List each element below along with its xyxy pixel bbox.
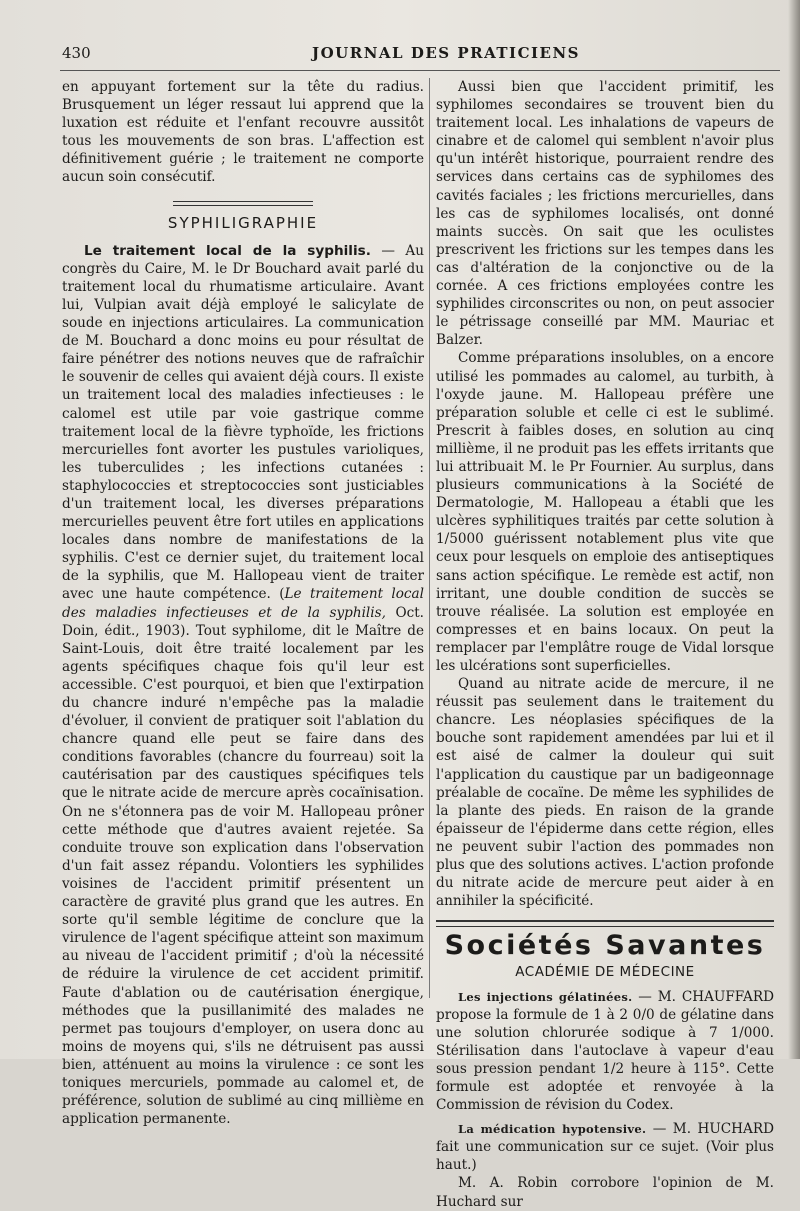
academy-item-2-lead: La médication hypotensive. xyxy=(458,1122,647,1137)
section-heading: SYPHILIGRAPHIE xyxy=(167,213,319,232)
article-text-b: Oct. Doin, édit., 1903). Tout syphilome, dit le Maître de Saint-Louis, doit être traité localement par les agents spécifiques chaque fois qu'il leur est accessible. C'est pourquoi, et bien que l'extirpation du chancre induré n'empêche pas la maladie d'évoluer, il convient de pratiquer soit l'ablation du chancre quand elle peut se faire dans des conditions favorables (chancre du fourreau) soit la cautérisation par des caustiques spécifiques tels que le nitrate acide de mercure après cocaïnisation. On ne s'étonnera pas de voir M. Hallopeau prôner cette méthode que d'autres avaient rejetée. Sa conduite trouve son explication dans l'observation d'un fait assez répandu. Volontiers les syphilides voisines de l'accident primitif présentent un caractère de gravité plus grand que les autres. En sorte qu'il semble légitime de conclure que la virulence de l'agent spécifique atteint son maximum au niveau de l'accident primitif ; d'où la nécessité de réduire la virulence de cet accident primitif. Faute d'ablation ou de cautérisation énergique, méthodes que la pusillanimité des malades ne permet pas toujours d'employer, on usera donc au moins de moyens qui, s'ils ne détruisent pas aussi bien, atténuent au moins la virulence : ce sont les toniques mercuriels, pommade au calomel et, de préférence, solution de sublimé au cinq millième en application permanente. xyxy=(62,604,424,1128)
page-number: 430 xyxy=(62,44,91,62)
page-header xyxy=(62,44,782,66)
right-paragraph-1: Aussi bien que l'accident primitif, les syphilomes secondaires se trouvent bien du traitement local. Les inhalations de vapeurs de cinabre et de calomel qui semblent n'avoir plus qu'un intérêt historique, pourraient rendre des services dans certains cas de syphilomes des cavités faciales ; les frictions mercurielles, dans les cas de syphilomes localisés, ont donné maints succès. On sait que les oculistes prescrivent les frictions sur les tempes dans les cas d'altération de la conjonctive ou de la cornée. A ces frictions employées contre les syphilides circonscrites ou non, on peut associer le pétrissage conseillé par MM. Mauriac et Balzer. xyxy=(436,79,774,349)
journal-title: JOURNAL DES PRATICIENS xyxy=(312,44,580,62)
societies-rule xyxy=(436,920,774,927)
article-paragraph xyxy=(62,242,424,1129)
academy-item-3: M. A. Robin corrobore l'opinion de M. Huchard sur xyxy=(436,1175,774,1210)
right-paragraph-2: Comme préparations insolubles, on a encore utilisé les pommades au calomel, au turbith, à l'oxyde jaune. M. Hallopeau préfère une préparation soluble et celle ci est le sublimé. Prescrit à faibles doses, en solution au cinq millième, il ne produit pas les effets irritants que lui attribuait M. le Pr Fournier. Au surplus, dans plusieurs communications à la Société de Dermatologie, M. Hallopeau a établi que les ulcères syphilitiques traités par cette solution à 1/5000 guérissent notablement plus vite que ceux pour lesquels on emploie des antiseptiques sans action spécifique. Le remède est actif, non irritant, une double condition de succès se trouve réalisée. La solution est employée en compresses et en bains locaux. On peut la remplacer par l'emplâtre rouge de Vidal lorsque les ulcérations sont superficielles. xyxy=(436,350,774,674)
header-rule xyxy=(60,70,780,71)
section-rule xyxy=(173,201,313,206)
academy-item-2-text: — M. HUCHARD fait une communication sur ce sujet. (Voir plus haut.) xyxy=(436,1121,774,1174)
right-column xyxy=(436,78,774,1211)
right-paragraph-3: Quand au nitrate acide de mercure, il ne réussit pas seulement dans le traitement du chancre. Les néoplasies spécifiques de la bouche sont rapidement amendées par lui et il est aisé de calmer la douleur qui suit l'application du caustique par un badigeonnage préalable de cocaïne. De même les syphilides de la plante des pieds. En raison de la grande épaisseur de l'épiderme dans cette région, elles ne peuvent subir l'action des pommades non plus que des solutions actives. L'action profonde du nitrate acide de mercure peut aider à en annihiler la spécificité. xyxy=(436,676,774,910)
academy-item-1 xyxy=(436,988,774,1115)
societies-title: Sociétés Savantes xyxy=(444,930,766,962)
column-divider xyxy=(429,78,430,998)
left-column xyxy=(62,78,424,1128)
article-citation: Le traitement local des maladies infectieuses et de la syphilis, xyxy=(62,586,424,621)
academy-item-2 xyxy=(436,1120,774,1174)
article-lead: Le traitement local de la syphilis. xyxy=(84,242,371,259)
page-edge-shadow xyxy=(788,0,800,1059)
left-paragraph-1: en appuyant fortement sur la tête du radius. Brusquement un léger ressaut lui apprend que la luxation est réduite et l'enfant recouvre aussitôt tous les mouvements de son bras. L'affection est définitivement guérie ; le traitement ne comporte aucun soin consécutif. xyxy=(62,79,424,186)
academy-heading: ACADÉMIE DE MÉDECINE xyxy=(515,964,695,981)
academy-item-1-lead: Les injections gélatinées. xyxy=(458,989,633,1004)
academy-item-1-text: — M. CHAUFFARD propose la formule de 1 à 2 0/0 de gélatine dans une solution chlorurée sodique à 7 1/000. Stérilisation dans l'autoclave à vapeur d'eau sous pression pendant 1/2 heure à 115°. Cette formule est adoptée et renvoyée à la Commission de révision du Codex. xyxy=(436,988,774,1114)
article-text-a: — Au congrès du Caire, M. le Dr Bouchard avait parlé du traitement local du rhumatisme articulaire. Avant lui, Vulpian avait déjà employé le salicylate de soude en injections articulaires. La communication de M. Bouchard a donc moins eu pour résultat de faire pénétrer des notions neuves que de rafraîchir le souvenir de celles qui avaient déjà cours. Il existe un traitement local des maladies infectieuses : le calomel est utile par voie gastrique comme traitement local de la fièvre typhoïde, les frictions mercurielles font avorter les pustules varioliques, les tuberculides ; les infections cutanées : staphylococcies et streptococcies sont justiciables d'un traitement local, les diverses préparations mercurielles peuvent être fort utiles en applications locales dans nombre de manifestations de la syphilis. C'est ce dernier sujet, du traitement local de la syphilis, que M. Hallopeau vient de traiter avec une haute compétence. ( xyxy=(62,242,425,603)
